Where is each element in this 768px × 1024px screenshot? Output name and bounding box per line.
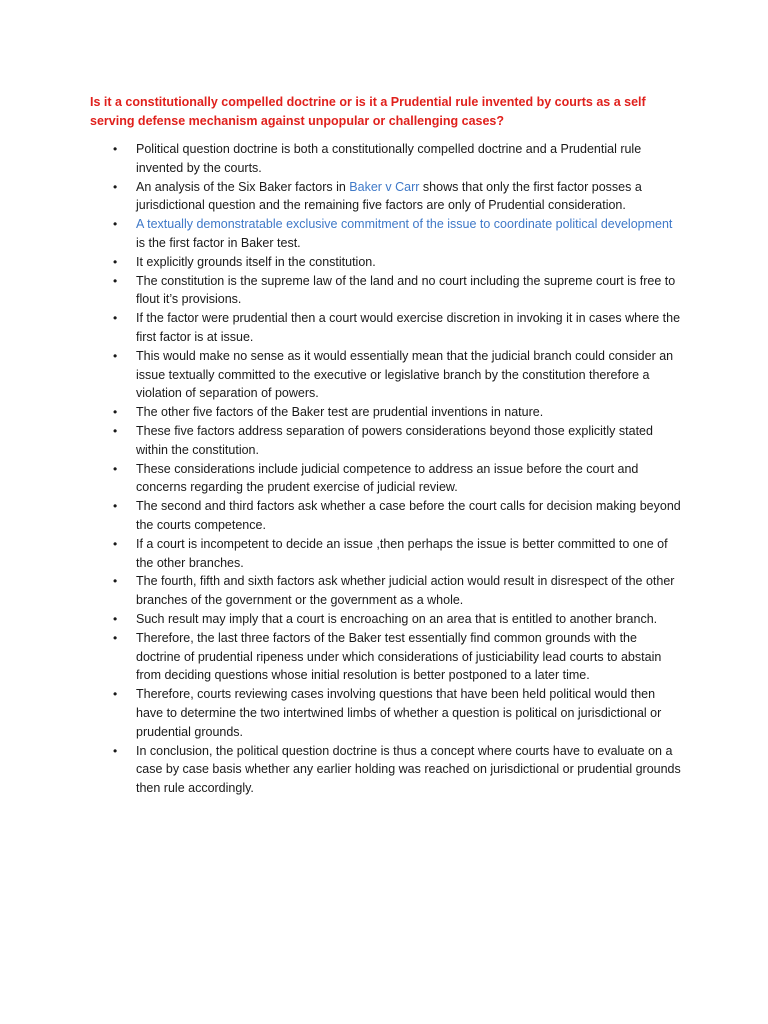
bullet-text: This would make no sense as it would essentially mean that the judicial branch could consider an issue textually committed to the executive or legislative branch by the constitution therefore a violation of separation of powers.: [136, 348, 674, 401]
list-item: [0, 403, 768, 422]
list-item: [0, 272, 768, 310]
bullet-text: The constitution is the supreme law of the land and no court including the supreme court is free to flout it’s provisions.: [136, 273, 676, 307]
bullet-icon: •: [113, 179, 118, 194]
bullet-text: shows that only the first factor posses a jurisdictional question and the remaining five factors are only of Prudential consideration.: [136, 179, 642, 213]
bullet-icon: •: [113, 142, 118, 156]
bullet-icon: •: [113, 630, 118, 645]
list-item: [0, 215, 768, 253]
bullet-text: If a court is incompetent to decide an issue ,then perhaps the issue is better committed to one of the other branches.: [136, 536, 668, 570]
document-heading: Is it a constitutionally compelled doctrine or is it a Prudential rule invented by courts as a self serving defense mechanism against unpopular or challenging cases?: [90, 95, 646, 128]
bullet-text: The second and third factors ask whether a case before the court calls for decision making beyond the courts competence.: [136, 499, 681, 532]
first-factor-link[interactable]: A textually demonstratable exclusive commitment of the issue to coordinate political development: [136, 217, 673, 232]
bullet-icon: •: [113, 423, 118, 438]
bullet-text: An analysis of the Six Baker factors in: [136, 179, 350, 194]
list-item: [0, 497, 768, 535]
bullet-icon: •: [113, 611, 118, 626]
bullet-icon: •: [113, 743, 118, 758]
bullet-icon: •: [113, 254, 118, 269]
list-item: [0, 610, 768, 629]
list-item: [0, 572, 768, 610]
bullet-icon: •: [113, 273, 118, 288]
bullet-text: Therefore, courts reviewing cases involving questions that have been held political would then have to determine the two intertwined limbs of whether a question is political on jurisdictional or prudential grounds.: [136, 687, 662, 739]
bullet-text: In conclusion, the political question doctrine is thus a concept where courts have to evaluate on a case by case basis whether any earlier holding was reached on jurisdictional or prudential grounds then rule accordingly.: [136, 743, 681, 796]
bullet-icon: •: [113, 311, 118, 326]
bullet-icon: •: [113, 499, 118, 514]
bullet-icon: •: [113, 217, 118, 232]
list-item: [0, 422, 768, 460]
bullet-text: The fourth, fifth and sixth factors ask whether judicial action would result in disrespect of the other branches of the government or the government as a whole.: [136, 574, 675, 608]
list-item: [0, 178, 768, 216]
bullet-text: These considerations include judicial competence to address an issue before the court and concerns regarding the prudent exercise of judicial review.: [136, 461, 639, 495]
baker-v-carr-link[interactable]: Baker v Carr: [349, 179, 420, 194]
bullet-icon: •: [113, 574, 118, 589]
bullet-text: Such result may imply that a court is encroaching on an area that is entitled to another branch.: [136, 611, 658, 626]
bullet-text: is the first factor in Baker test.: [136, 235, 301, 250]
list-item: [0, 460, 768, 498]
bullet-icon: •: [113, 461, 118, 476]
list-item: [0, 629, 768, 685]
bullet-text: These five factors address separation of powers considerations beyond those explicitly stated within the constitution.: [136, 423, 653, 457]
bullet-text: It explicitly grounds itself in the constitution.: [136, 254, 376, 269]
bullet-text: Political question doctrine is both a constitutionally compelled doctrine and a Prudential rule invented by the courts.: [136, 142, 642, 175]
list-item: [0, 535, 768, 573]
bullet-text: Therefore, the last three factors of the Baker test essentially find common grounds with the doctrine of prudential ripeness under which considerations of justiciability lead courts to abstain from deciding questions whose initial resolution is better postponed to a later time.: [136, 630, 662, 683]
bullet-text: If the factor were prudential then a court would exercise discretion in invoking it in cases where the first factor is at issue.: [136, 311, 681, 344]
bullet-text: The other five factors of the Baker test are prudential inventions in nature.: [136, 405, 544, 420]
bullet-icon: •: [113, 405, 118, 420]
list-item: [0, 742, 768, 798]
list-item: [0, 140, 768, 178]
bullet-icon: •: [113, 536, 118, 551]
list-item: [0, 309, 768, 347]
bullet-icon: •: [113, 687, 118, 702]
bullet-icon: •: [113, 348, 118, 363]
list-item: [0, 685, 768, 741]
list-item: [0, 253, 768, 272]
bullet-list: [0, 140, 768, 798]
list-item: [0, 347, 768, 403]
